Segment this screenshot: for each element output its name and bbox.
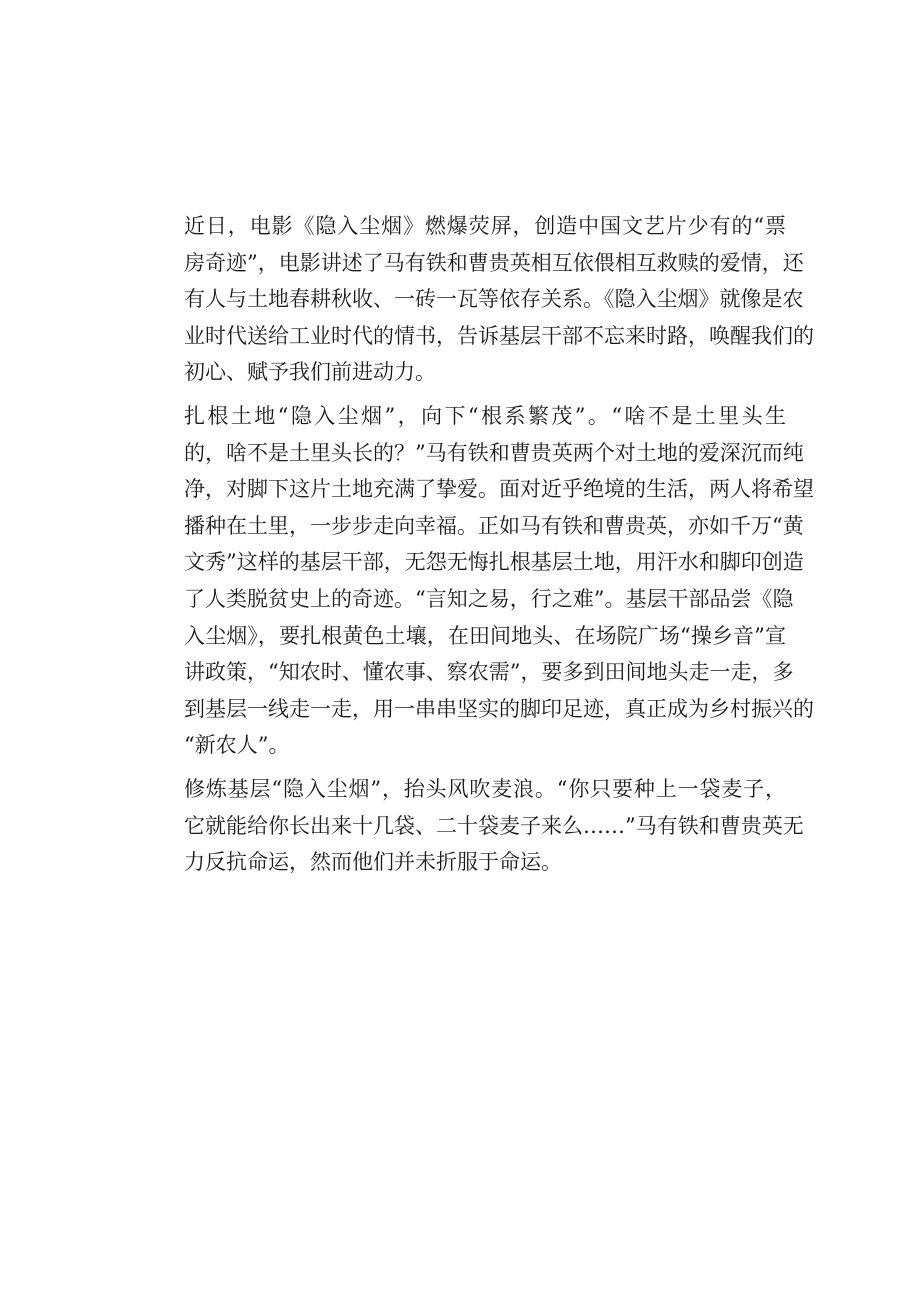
paragraph-3 — [140, 771, 804, 881]
text-line: 净，对脚下这片土地充满了挚爱。面对近乎绝境的生活，两人将希望 — [184, 477, 814, 502]
text-line: 初心、赋予我们前进动力。 — [184, 360, 436, 385]
text-line: 近日，电影《隐入尘烟》燃爆荧屏，创造中国文艺片少有的“票 — [184, 214, 786, 238]
text-line: 讲政策，“知农时、懂农事、察农需”，要多到田间地头走一走，多 — [184, 660, 794, 685]
text-line: 修炼基层“隐入尘烟”，抬头风吹麦浪。“你只要种上一袋麦子， — [184, 776, 786, 801]
paragraph-2 — [140, 398, 814, 764]
text-line: 房奇迹”，电影讲述了马有铁和曹贵英相互依偎相互救赎的爱情，还 — [184, 250, 804, 275]
text-line: 文秀”这样的基层干部，无怨无悔扎根基层土地，用汗水和脚印创造 — [184, 550, 804, 575]
text-line: 业时代送给工业时代的情书，告诉基层干部不忘来时路，唤醒我们的 — [184, 323, 814, 348]
text-line: 有人与土地春耕秋收、一砖一瓦等依存关系。《隐入尘烟》就像是农 — [184, 287, 804, 312]
text-line: 到基层一线走一走，用一串串坚实的脚印足迹，真正成为乡村振兴的 — [184, 696, 814, 721]
text-line: 的，啥不是土里头长的？”马有铁和曹贵英两个对土地的爱深沉而纯 — [184, 440, 804, 465]
text-line: “新农人”。 — [184, 733, 290, 758]
body-text — [140, 208, 814, 881]
text-line: 它就能给你长出来十几袋、二十袋麦子来么……”马有铁和曹贵英无 — [184, 813, 804, 838]
paragraph-spacer — [140, 391, 786, 398]
text-line: 力反抗命运，然而他们并未折服于命运。 — [184, 850, 562, 875]
text-line: 播种在土里，一步步走向幸福。正如马有铁和曹贵英，亦如千万“黄 — [184, 513, 804, 538]
paragraph-spacer — [140, 764, 786, 771]
text-line: 了人类脱贫史上的奇迹。“言知之易，行之难”。基层干部品尝《隐 — [184, 586, 794, 611]
paragraph-1 — [140, 208, 814, 391]
text-line: 入尘烟》，要扎根黄色土壤，在田间地头、在场院广场“操乡音”宣 — [184, 623, 786, 648]
text-line: 扎根土地“隐入尘烟”，向下“根系繁茂”。“啥不是土里头生 — [184, 403, 786, 428]
